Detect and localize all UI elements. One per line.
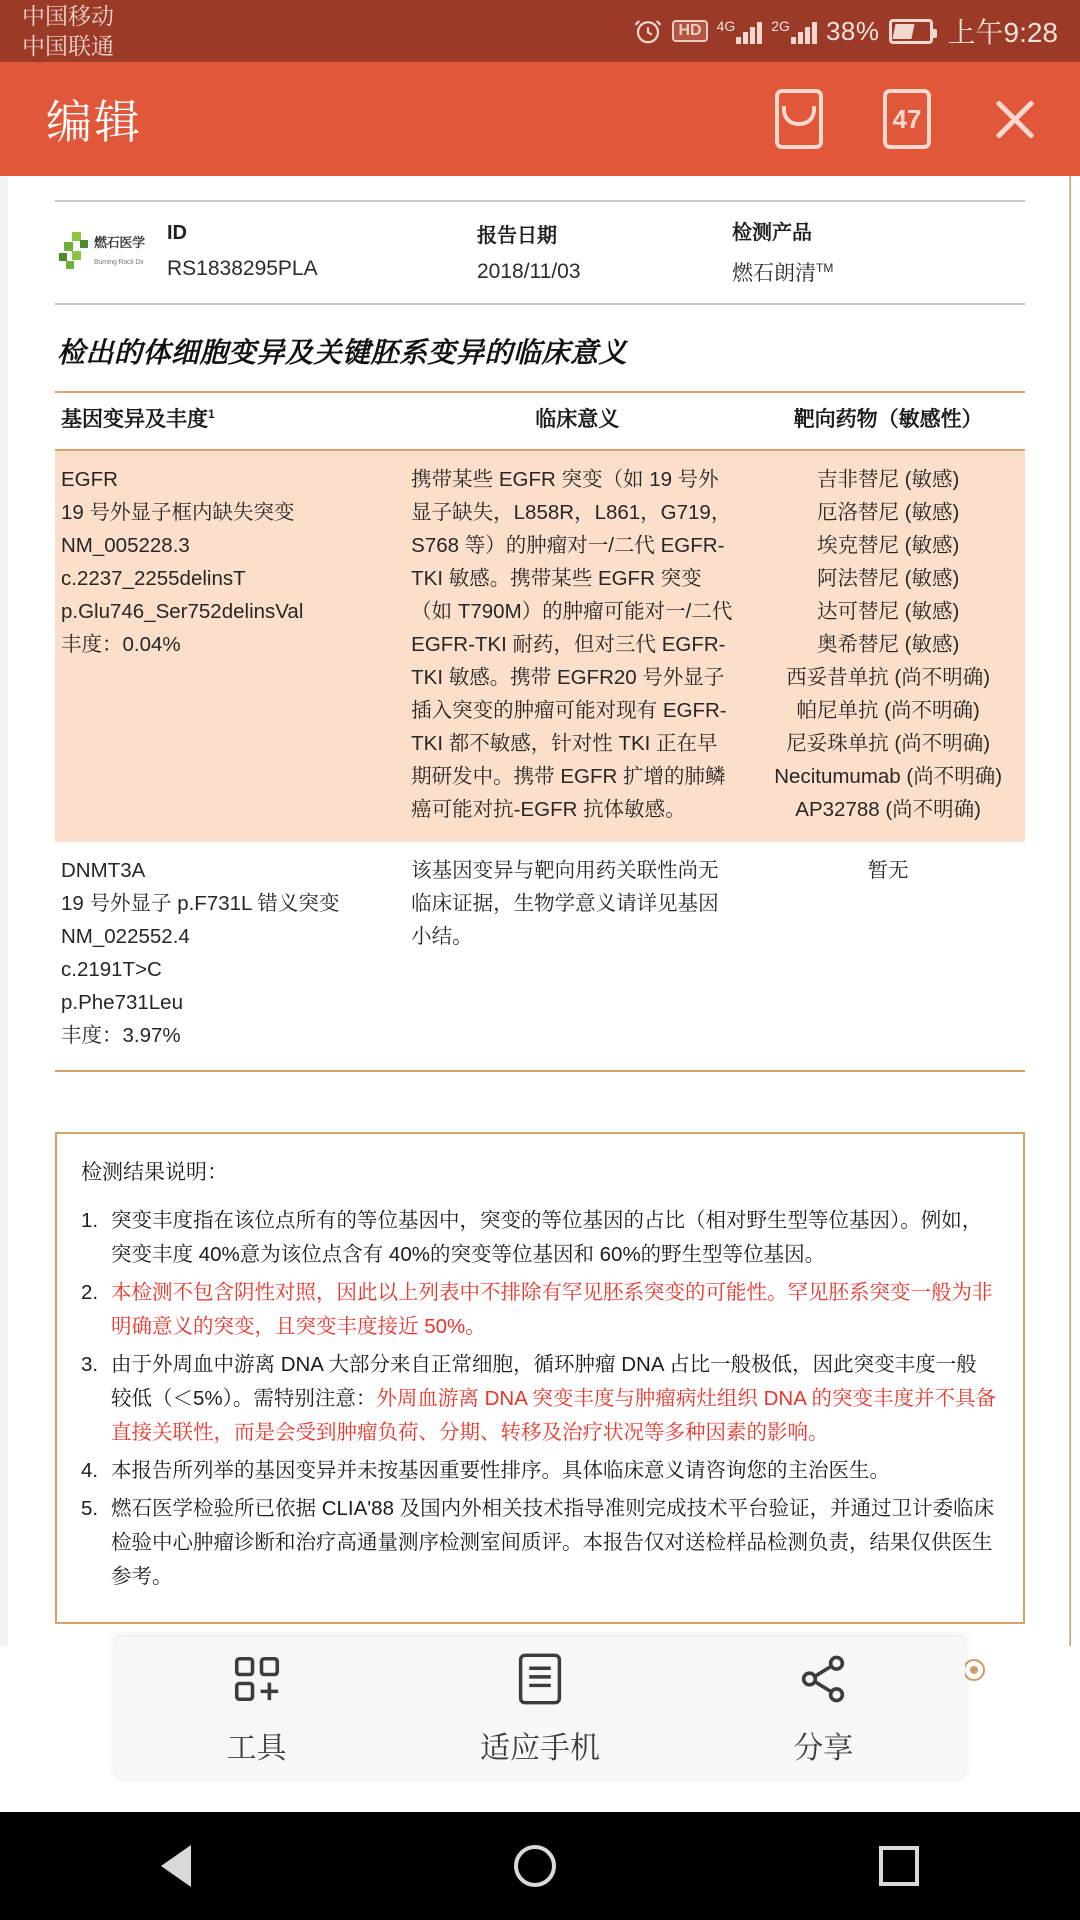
page-right-edge [1062,176,1080,1646]
drug-list [755,854,1021,887]
document-page [0,176,1080,1682]
carrier-2: 中国联通 [22,33,114,59]
cell-clinical-significance: 携带某些 EGFR 突变（如 19 号外显子缺失，L858R，L861，G719，S768 等）的肿瘤对一/二代 EGFR-TKI 敏感。携带某些 EGFR 突变（如 T790M）的肿瘤可能对一/二代 EGFR-TKI 耐药，但对三代 EGFR-TKI 敏感。携带 EGFR20 号外显子插入突变的肿瘤可能对现有 EGFR-TKI 都不敏感，针对性 TKI 正在早期研发中。携带 EGFR 扩增的肺鳞癌可能对抗-EGFR 抗体敏感。 [403,450,751,842]
note-text: 本报告所列举的基因变异并未按基因重要性排序。具体临床意义请咨询您的主治医生。 [111,1459,890,1482]
page-left-edge [0,176,8,1646]
carrier-1: 中国移动 [22,3,114,29]
page-title: 编辑 [46,96,142,148]
toolbar-item-fit-phone[interactable] [398,1651,681,1767]
fit-to-phone-icon [515,1651,565,1707]
results-notes-box [55,1132,1025,1624]
brand-logo [55,232,167,272]
document-viewer[interactable] [0,176,1080,1646]
cell-gene-variant [55,842,403,1071]
drug-item: 埃克替尼 (敏感) [816,534,960,557]
meta-product-label: 检测产品 [732,222,812,244]
share-icon [795,1651,851,1707]
recents-square-icon[interactable] [879,1846,919,1886]
drug-item: 尼妥珠单抗 (尚不明确) [786,732,991,755]
note-number: 2. [81,1281,99,1304]
col-header-significance: 临床意义 [403,392,751,450]
table-row [55,450,1025,842]
meta-id-value: RS1838295PLA [167,257,318,280]
bottom-toolbar [115,1637,965,1780]
toolbar-label-tools: 工具 [226,1731,287,1765]
close-icon [988,92,1042,146]
sim2-signal-icon [771,18,817,44]
gene-line: p.Phe731Leu [61,991,183,1014]
note-number: 3. [81,1353,99,1376]
gene-line: c.2191T>C [61,958,162,981]
cell-targeted-drugs [751,450,1025,842]
gene-line: 19 号外显子框内缺失突变 [61,501,295,524]
note-text: 本检测不包含阴性对照，因此以上列表中不排除有罕见胚系突变的可能性。罕见胚系突变一般为非明确意义的突变，且突变丰度接近 50%。 [111,1281,993,1338]
page-count-button[interactable] [880,88,934,150]
footnote-marker: 1 [208,407,215,421]
logo-name-cn: 燃石医学 [94,234,145,250]
gene-line: 丰度：0.04% [61,633,181,656]
inbox-icon [775,89,823,149]
note-number: 5. [81,1497,99,1520]
note-number: 4. [81,1459,99,1482]
leaf-logo-icon [55,232,89,272]
cell-gene-variant [55,450,403,842]
drug-item: 西妥昔单抗 (尚不明确) [786,666,991,689]
app-header [0,62,1080,176]
note-text: 突变丰度指在该位点所有的等位基因中，突变的等位基因的占比（相对野生型等位基因）。例如，突变丰度 40%意为该位点含有 40%的突变等位基因和 60%的野生型等位基因。 [111,1209,983,1266]
drug-item: 帕尼单抗 (尚不明确) [796,699,980,722]
section-title: 检出的体细胞变异及关键胚系变异的临床意义 [57,337,628,368]
col-header-gene: 基因变异及丰度$^1$ [55,392,403,450]
cell-clinical-significance: 该基因变异与靶向用药关联性尚无临床证据，生物学意义请详见基因小结。 [403,842,751,1071]
home-circle-icon[interactable] [514,1845,556,1887]
status-bar [0,0,1080,62]
header-actions [772,88,1042,150]
note-text: 燃石医学检验所已依据 CLIA'88 及国内外相关技术指导准则完成技术平台验证，并通过卫计委临床检验中心肿瘤诊断和治疗高通量测序检测室间质评。本报告仅对送检样品检测负责，结果仅供医生参考。 [111,1497,995,1588]
gene-line: NM_005228.3 [61,534,190,557]
note-item [81,1276,997,1344]
gene-line: EGFR [61,468,118,491]
drug-item: 暂无 [867,859,909,882]
table-header-row [55,392,1025,450]
hd-icon: HD [672,20,707,42]
drug-item: AP32788 (尚不明确) [795,798,981,821]
inbox-button[interactable] [772,88,826,150]
back-triangle-icon[interactable] [161,1845,191,1887]
toolbar-item-tools[interactable] [115,1651,398,1767]
col-header-drugs: 靶向药物（敏感性） [751,392,1025,450]
trademark-mark: TM [816,261,834,275]
gene-line: DNMT3A [61,859,146,882]
notes-title: 检测结果说明： [81,1161,228,1184]
drug-item: 厄洛替尼 (敏感) [816,501,960,524]
battery-icon [889,19,933,44]
note-item [81,1454,997,1488]
system-navigation-bar [0,1812,1080,1920]
drug-item: 奥希替尼 (敏感) [816,633,960,656]
gene-line: c.2237_2255delinsT [61,567,246,590]
note-text: 由于外周血中游离 DNA 大部分来自正常细胞，循环肿瘤 DNA 占比一般极低，因此突变丰度一般较低（＜5%）。需特别注意：外周血游离 DNA 突变丰度与肿瘤病灶组织 DNA 的突变丰度并不具备直接关联性，而是会受到肿瘤负荷、分期、转移及治疗状况等多种因素的影响。 [111,1353,996,1444]
meta-id-label: ID [167,222,187,244]
note-item [81,1492,997,1594]
gene-line: p.Glu746_Ser752delinsVal [61,600,304,623]
note-item [81,1348,997,1450]
toolbar-label-share: 分享 [793,1731,854,1765]
variant-table [55,391,1025,1072]
meta-product-text: 燃石朗清 [732,262,816,285]
meta-id [167,222,477,281]
sim1-signal-icon [717,18,763,44]
variant-table-body [55,450,1025,1071]
drug-item: 达可替尼 (敏感) [816,600,960,623]
alarm-clock-icon [633,16,663,46]
sim1-network-label: 4G [716,18,736,34]
gene-line: 丰度：3.97% [61,1024,181,1047]
cell-targeted-drugs [751,842,1025,1071]
toolbar-item-share[interactable] [682,1651,965,1767]
gene-line: 19 号外显子 p.F731L 错义突变 [61,892,340,915]
meta-date-label: 报告日期 [477,225,557,247]
carrier-labels [22,1,114,61]
sim2-network-label: 2G [771,18,790,34]
report-header [55,200,1025,305]
meta-product-value [732,257,972,287]
battery-percent: 38% [825,15,880,46]
logo-name-en: Burning Rock Dx [94,258,144,266]
table-row [55,842,1025,1071]
status-icons [633,11,1058,51]
drug-item: 阿法替尼 (敏感) [816,567,960,590]
page-count-label: 47 [883,89,931,149]
page-badge-icon [963,1659,985,1681]
meta-date-value: 2018/11/03 [477,260,581,283]
toolbar-label-fit-phone: 适应手机 [479,1731,600,1765]
note-item [81,1204,997,1272]
grid-tools-icon [230,1651,284,1707]
gene-line: NM_022552.4 [61,925,190,948]
drug-item: 吉非替尼 (敏感) [816,468,960,491]
meta-report-date [477,219,732,284]
note-number: 1. [81,1209,99,1232]
close-button[interactable] [988,88,1042,150]
meta-product [732,216,972,287]
drug-list [755,463,1021,826]
drug-item: Necitumumab (尚不明确) [774,765,1003,788]
status-time: 上午9:28 [947,17,1058,48]
